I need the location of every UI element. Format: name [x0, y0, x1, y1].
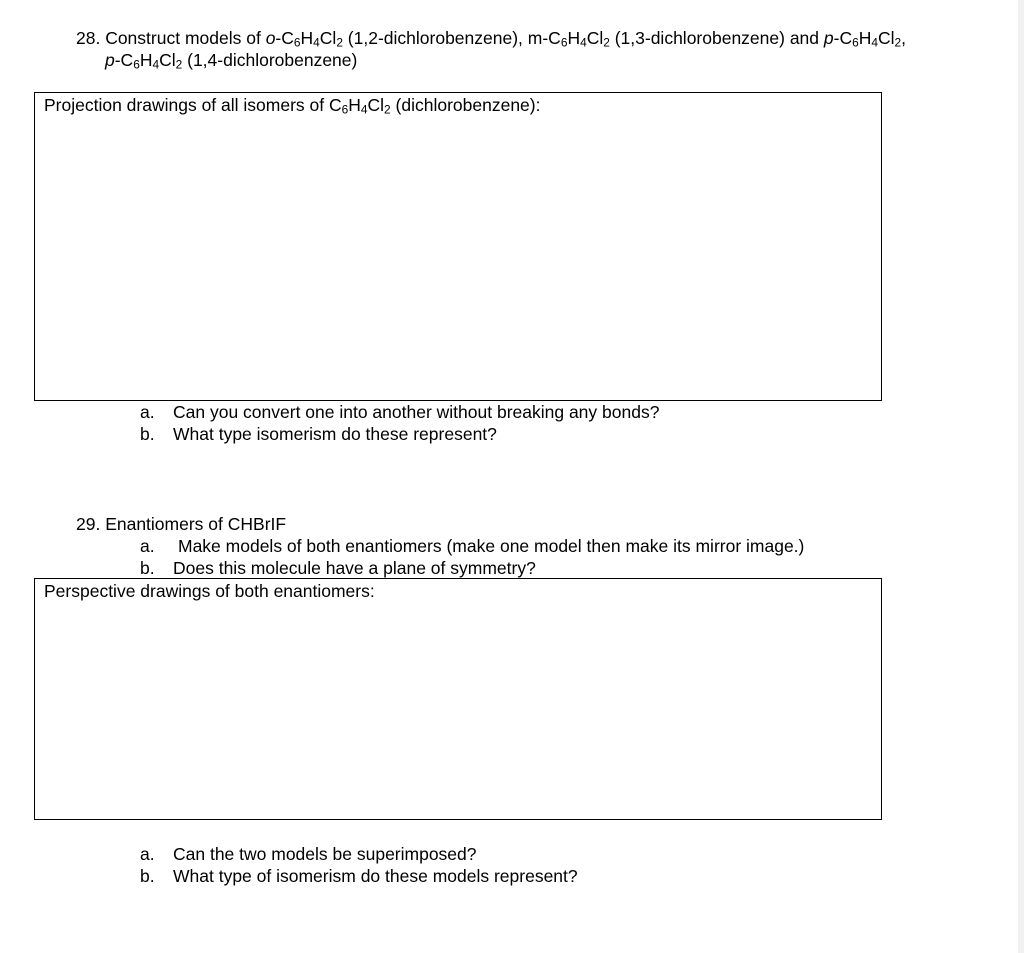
perspective-box-label: Perspective drawings of both enantiomers: [44, 581, 375, 601]
q28-question-a: a. Can you convert one into another without breaking any bonds? [140, 402, 660, 422]
q28-title-line2: $p-C_6H_4Cl_2$ (1,4-dichlorobenzene) [105, 50, 358, 72]
q28-question-b: b. What type isomerism do these represent? [140, 424, 497, 444]
projection-drawing-box[interactable] [34, 92, 882, 401]
q29-item-b: b. Does this molecule have a plane of symmetry? [140, 558, 536, 578]
q28-title-line1: 28. Construct models of $o-C_6H_4Cl_2$ (1,2-dichlorobenzene), $m-C_6H_4Cl_2$ (1,3-dichlorobenzene) and $p-C_6H_4Cl_2$, [76, 28, 907, 50]
page-edge [1018, 0, 1024, 953]
q29-question-a: a. Can the two models be superimposed? [140, 844, 477, 864]
projection-box-label: Projection drawings of all isomers of $C_6H_4Cl_2$ (dichlorobenzene): [44, 95, 541, 117]
q29-item-a: a. Make models of both enantiomers (make one model then make its mirror image.) [140, 536, 805, 556]
q29-title: 29. Enantiomers of CHBrIF [76, 514, 287, 534]
q29-question-b: b. What type of isomerism do these models represent? [140, 866, 578, 886]
perspective-drawing-box[interactable] [34, 578, 882, 820]
